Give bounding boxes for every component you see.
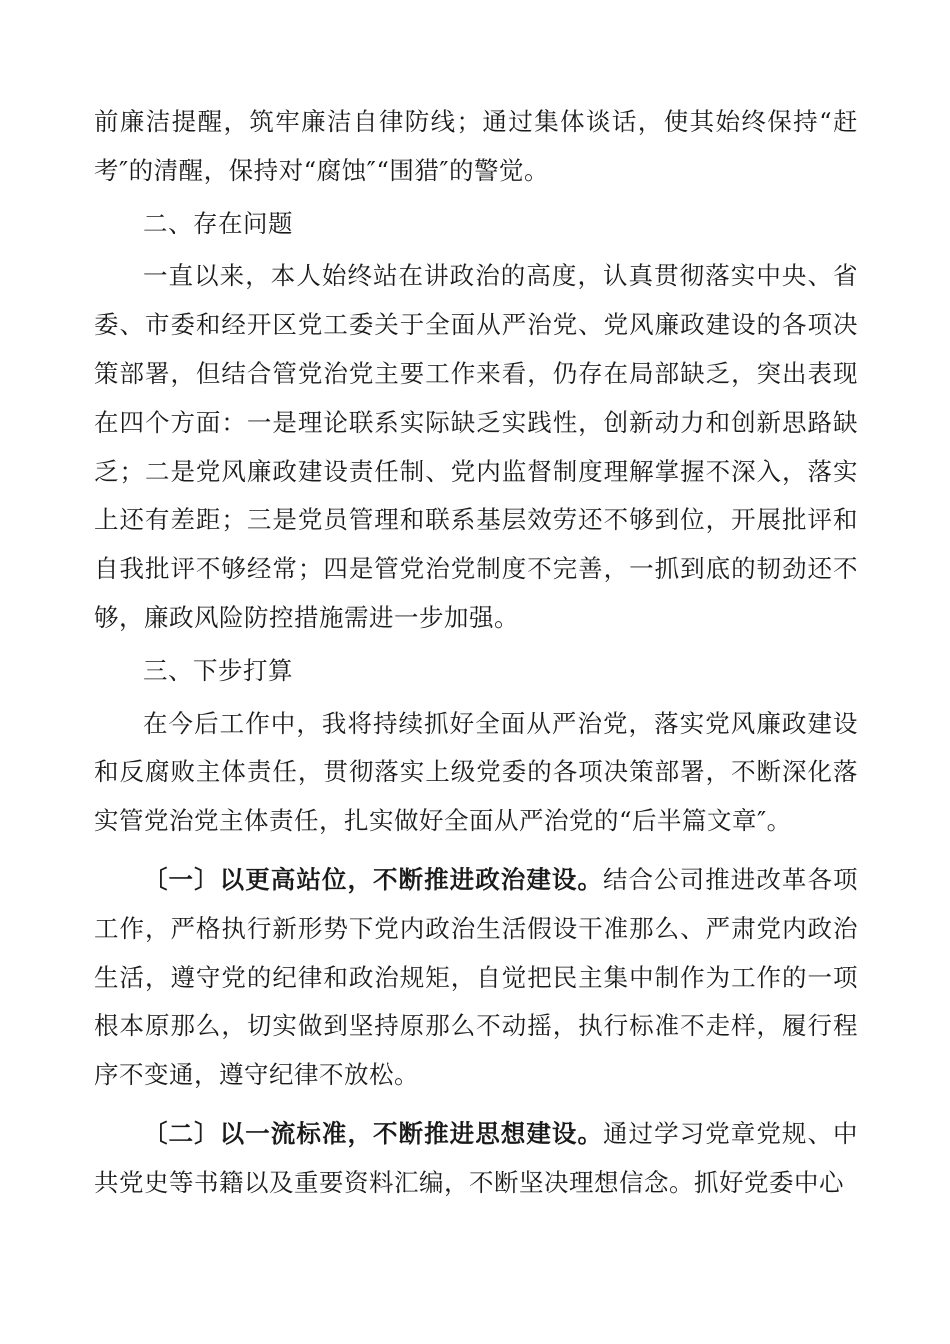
document-body [94, 98, 858, 1208]
paragraph-political-building [94, 856, 858, 1100]
paragraph-body-political: 结合公司推进改革各项工作，严格执行新形势下党内政治生活假设干准那么、严肃党内政治生活，遵守党的纪律和政治规矩，自觉把民主集中制作为工作的一项根本原那么，切实做到坚持原那么不动摇，执行标准不走样，履行程序不变通，遵守纪律不放松。 [94, 864, 858, 1090]
section-heading-next-steps: 三、下步打算 [143, 655, 293, 685]
paragraph-ideological-building [94, 1110, 858, 1208]
paragraph-lead-political: 〔一〕以更高站位，不断推进政治建设。 [143, 864, 603, 894]
paragraph-body-ideological: 通过学习党章党规、中共党史等书籍以及重要资料汇编，不断坚决理想信念。抓好党委中心 [94, 1118, 858, 1197]
paragraph-next-steps: 在今后工作中，我将持续抓好全面从严治党，落实党风廉政建设和反腐败主体责任，贯彻落实上级党委的各项决策部署，不断深化落实管党治党主体责任，扎实做好全面从严治党的“后半篇文章″。 [94, 708, 858, 836]
section-heading-problems: 二、存在问题 [143, 208, 293, 238]
paragraph-continuation: 前廉洁提醒，筑牢廉洁自律防线；通过集体谈话，使其始终保持“赶考″的清醒，保持对“腐蚀″“围猎″的警觉。 [94, 107, 858, 185]
paragraph-problems: 一直以来，本人始终站在讲政治的高度，认真贯彻落实中央、省委、市委和经开区党工委关于全面从严治党、党风廉政建设的各项决策部署，但结合管党治党主要工作来看，仍存在局部缺乏，突出表现在四个方面：一是理论联系实际缺乏实践性，创新动力和创新思路缺乏；二是党风廉政建设责任制、党内监督制度理解掌握不深入，落实上还有差距；三是党员管理和联系基层效劳还不够到位，开展批评和自我批评不够经常；四是管党治党制度不完善，一抓到底的韧劲还不够，廉政风险防控措施需进一步加强。 [94, 261, 858, 632]
paragraph-lead-ideological: 〔二〕以一流标准，不断推进思想建设。 [143, 1118, 603, 1148]
